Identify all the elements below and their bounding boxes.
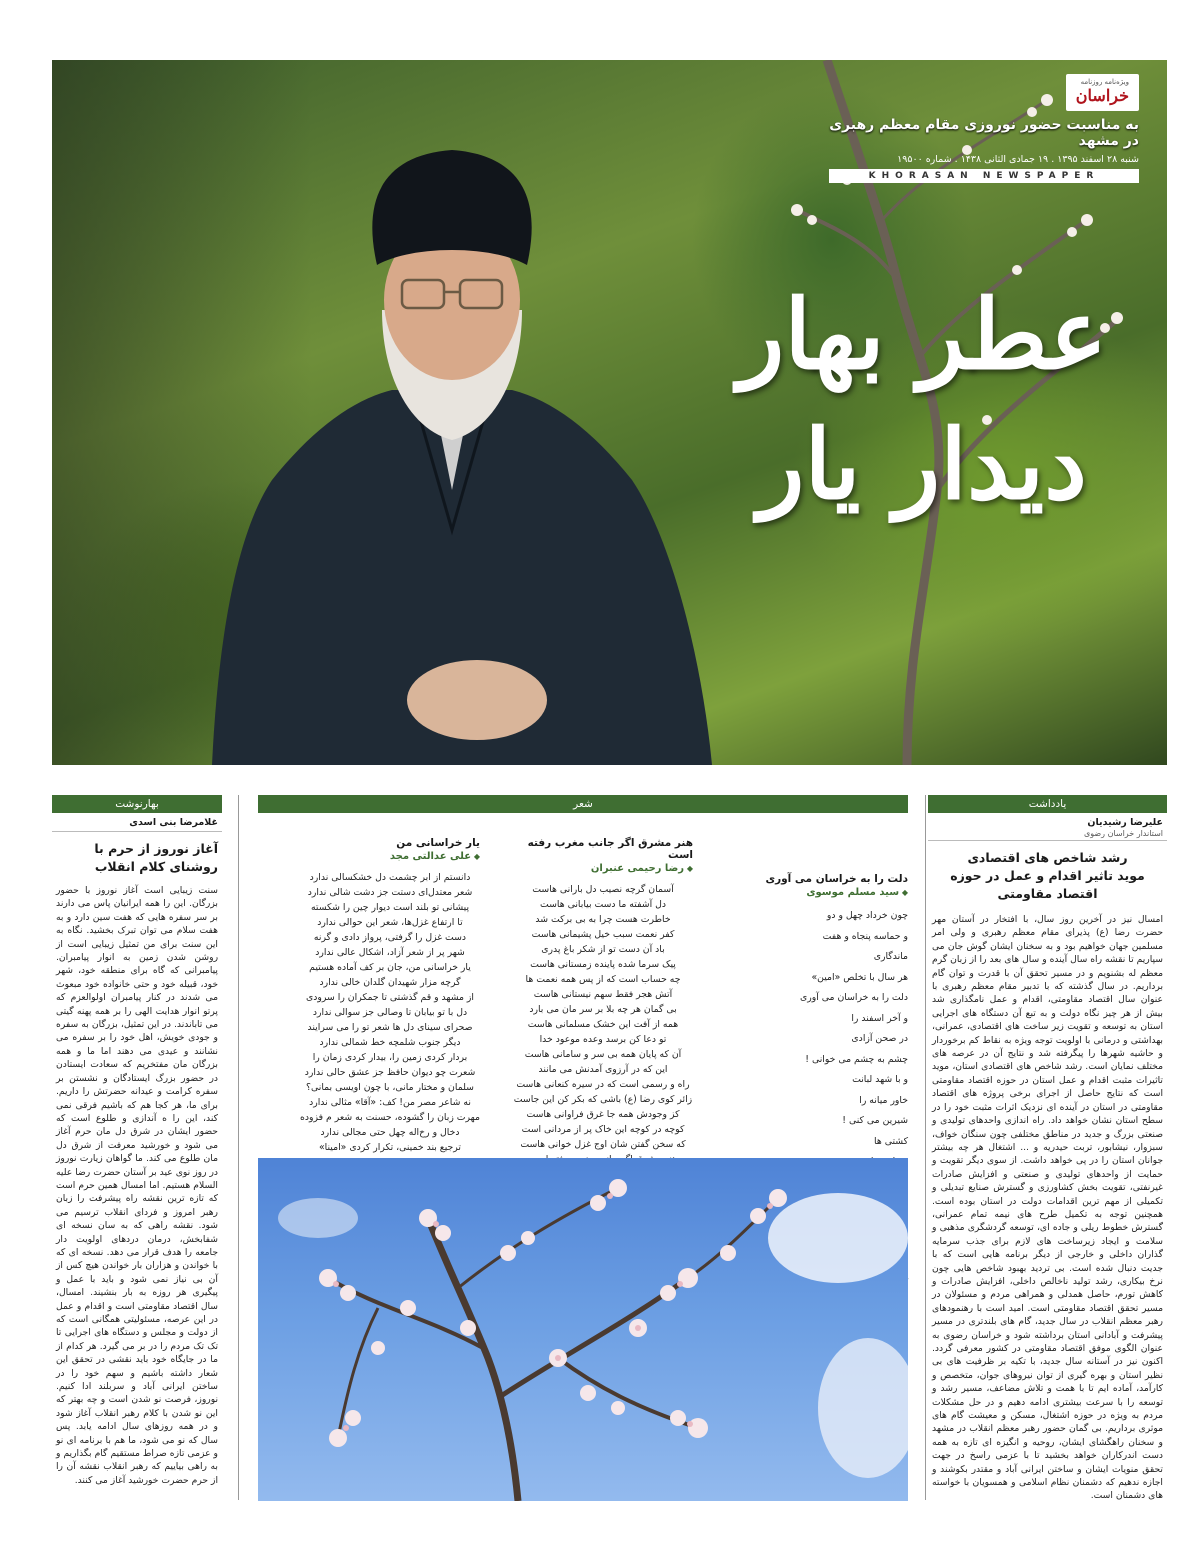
- newspaper-logo: [1066, 74, 1139, 111]
- poem-title: هنر مشرق اگر جانب مغرب رفته است: [527, 837, 693, 861]
- poem-author: ◆ علی عدالتی مجد: [300, 851, 480, 862]
- headline-line-2: دیدار یار: [758, 408, 1087, 521]
- poem-text: آسمان گرچه نصیب دل بارانی هاست دل آشفته ما دست بیابانی هاست خاطرت هست چرا به بی برکت شد کفر نعمت سبب خیل پشیمانی هاست باد آن دست تو از شکر باغ پدری پیک سرما شده پاینده زمستانی هاست چه حساب است که از پس همه نعمت ها آتش هجر فقط سهم نیستانی هاست بی گمان هر چه بلا بر سر مان می بارد همه از آفت این خشک مسلمانی هاست تو دعا کن برسد وعده موعود خدا آن که پایان همه بی سر و سامانی هاست این که در آرزوی آمدنش می مانند راه و رسمی است که در سیره کنعانی هاست زائر کوی رضا (ع) باشی که بکر کن این جاست کز وجودش همه جا غرق فراوانی هاست کوچه در کوچه این خاک پر از مردانی است که سخن گفتن شان اوج غزل خوانی هاست: [513, 884, 693, 1150]
- poem-title: یار خراسانی من: [396, 837, 480, 849]
- logo-text: خراسان: [1075, 86, 1129, 105]
- article-title: [932, 849, 1163, 903]
- column-bahar: [52, 795, 222, 1504]
- poem-author: ◆ سید مسلم موسوی: [698, 887, 908, 898]
- author-name: غلامرضا بنی اسدی: [52, 813, 222, 832]
- column-divider: [238, 795, 239, 1500]
- main-headline: [738, 270, 1107, 530]
- paper-name-english: KHORASAN NEWSPAPER: [829, 169, 1139, 183]
- column-divider: [925, 795, 926, 1500]
- section-label: یادداشت: [928, 795, 1167, 813]
- article-title-line-1: رشد شاخص های اقتصادی: [967, 850, 1128, 865]
- section-label: شعر: [258, 795, 908, 813]
- author-name: علیرضا رشیدیان: [1087, 817, 1163, 828]
- poem-1: [300, 837, 480, 1200]
- article-title: آغاز نوروز از حرم با روشنای کلام انقلاب: [94, 841, 218, 874]
- poem-text: دانستم از ابر چشمت دل خشکسالی ندارد شعر معتدل‌ای دستت جز دشت شالی ندارد پیشانی تو بلند است دیوار چین را شکسته تا ارتفاع غزل‌ها، شعر این حوالی ندارد دست غزل را گرفتی، پرواز دادی و گرنه شهر پر از شعر آزاد، اشکال عالی ندارد یار خراسانی من، جان بر کف آماده هستیم گرچه مزار شهیدان گلدان خالی ندارد از مشهد و قم گذشتی تا جمکران را سرودی دل با تو بیابان تا وصالی جز سوالی ندارد صحرای سینای دل ها شعر تو را می سرایند دیگر جنوب شلمچه خط شمالی ندارد بردار کردی زمین را، بیدار کردی زمان را شعرت چو دیوان حافظ جز عشق حالی ندارد سلمان و مختار مانی، با چون اویسی بمانی؟ نه شاعر مصر من! کف: «آقا» مثالی ندارد مهرت زبان را گشوده، حسنت به شعر م فزوده دخال و رخ‌اله چهل حتی مجالی ندارد ترجیع بند خمینی، تکرار کردی «امینا»: [300, 872, 480, 1153]
- section-label: بهارنوشت: [52, 795, 222, 813]
- column-yaddasht: [928, 795, 1167, 1525]
- article-title-line-2: موید تاثیر اقدام و عمل در حوزه اقتصاد مقاومتی: [950, 868, 1145, 901]
- logo-subtitle: ویژه‌نامه روزنامه: [1080, 78, 1129, 86]
- column-poetry: [258, 795, 908, 1153]
- poem-2: [513, 837, 693, 1212]
- headline-line-1: عطر بهار: [738, 278, 1107, 391]
- blossom-photo: [258, 1158, 908, 1501]
- masthead: [829, 74, 1139, 183]
- poem-author: ◆ رضا رحیمی عنبران: [513, 863, 693, 874]
- hero-photo: [52, 60, 1167, 765]
- article-body: سنت زیبایی است آغاز نوروز با حضور بزرگان. این را همه ایرانیان پاس می دارند بر سر سفره هایی که هفت سین دارد و به هفت سلام می توان تبرک بخشید. نگاه به این سنت برای من تمثیل زیبایی است از روشن شدن زمین به انوار پیامبران. پیامبرانی که گاه برای منطقه خود، شهر خود، قبیله خود و حتی خانواده خود مبعوث می شدند در کنار پیامبران اولوالعزم که پرتو انوار هدایت الهی را بر همه پهنه گیتی می تاباندند. در این تمثیل، بزرگان به سفره و جودی خویش، اهل خود را بر سفره می نشانند و عیدی می دهند اما ما و همه بزرگان مان مفتخریم که سعادت ایستادن در حضور بزرگ ایستادگان و نشستن بر سفره کرامت و عیدانه حضرتش را داریم. برای ما، هر کجا هم که باشیم فرقی نمی کند، این را ه آندازی و طلوع است که حضور ایشان در شرق دل مان حرم آغاز می شود و خورشید معرفت از شرق دل مان طلوع می کند. ما گواهان زیارت نوروز در روز نوی عید بر آستان حضرت رضا علیه السلام هستیم. اما امسال همین حرم است که تازه ترین نقشه راه پیشرفت را زبان رهبر امروز و فردای انقلاب ترسیم می شود. نقشه راهی که به سان نسخه ای شفابخش، درمان دردهای اولویت دار جامعه را هدف قرار می دهد. نسخه ای که با خواندن و هزاران بار خواندن هیچ کس از آن بی نیاز نمی شود و باید با عمل و پیگیری هر روزه به بار بنشیند. امسال، سال اقتصاد مقاومتی است و اقدام و عمل در این عرصه، مسئولیتی همگانی است که از دولت و مجلس و دستگاه های اجرایی تا تک تک مردم را در بر می گیرد. هر کدام از ما در جایگاه خود باید نقشی در تحقق این شعار داشته باشیم و سهم خود را در ساختن ایرانی آباد و سربلند ادا کنیم. نوروز، فرصت نو شدن است و چه بهتر که این نو شدن با کلام رهبر انقلاب آغاز شود و در همه روزهای سال ادامه یابد. پس سال که نو می شود، ما هم با برنامه ای نو و عزمی تازه صراط مستقیم گام بگذاریم و به راهی بیاییم که رهبر انقلاب نقشه آن را از حرم حضرت خورشید آغاز می کنند.: [56, 885, 218, 1486]
- author-role: استاندار خراسان رضوی: [928, 828, 1167, 841]
- article-body: امسال نیز در آخرین روز سال، با افتخار در آستان مهر حضرت رضا (ع) پذیرای مقام معظم رهبری و ولی امر مسلمین جهان خواهیم بود و به سخنان ایشان گوش جان می سپاریم تا نقشه راه سال آینده و سال های بعد را از زبان گرم معظم له بشنویم و در مسیر تحقق آن با قدرت و توان گام برداریم. در سال گذشته که با تدبیر مقام معظم رهبری با عنوان سال اقتصاد مقاومتی، اقدام و عمل نامگذاری شد بیش از هر چیز نگاه دولت و به تبع آن دستگاه های اجرایی استان به توسعه و تقویت زیر ساخت های اقتصادی، عمرانی، بهداشتی و درمانی با اولویت توجه ویژه به نقاط کم برخوردار و حاشیه شهرها را پیگرفته شد و نتایج آن در عرصه های مختلف نمایان است. رشد شاخص های اقتصادی استان، موید تاثیرات مثبت اقدام و عمل استان در حوزه اقتصاد مقاومتی است که نتایج حاصل از اجرای برخی پروژه های اقتصاد مقاومتی در استان در آینده ای نزدیک اثرات مثبت خود را در سطح استان نشان خواهد داد. راه اندازی واحدهای تولیدی و صنعتی بزرگ و جدید در مناطق مختلفی چون سنگان خواف، سبزوار، نیشابور، تربت حیدریه و ... اشتغال هر چه بیشتر جوانان استان را در پی خواهد داشت. از سوی دیگر تقویت و حمایت از واحدهای تولیدی و صنعتی و افزایش صادرات غیرنفتی، تقویت بخش کشاورزی و گسترش صنایع تبدیلی و تکمیلی از مهم ترین اقدامات دولت در استان بوده است. همچنین توجه به تکمیل طرح های نیمه تمام عمرانی، گسترش خطوط ریلی و جاده ای، توسعه گردشگری مذهبی و سلامت و ایجاد زیرساخت های لازم برای جذب سرمایه گذاران داخلی و خارجی از دیگر برنامه هایی است که با جدیت دنبال شده است. بی تردید بهبود شاخص هایی چون نرخ بیکاری، رشد تولید ناخالص داخلی، افزایش صادرات و کاهش تورم، حاصل همدلی و همراهی مردم و مسئولان در مسیر تحقق اقتصاد مقاومتی است. امید است با رهنمودهای رهبر معظم انقلاب در سال جدید، گام های بلندتری در مسیر پیشرفت و آبادانی استان برداشته شود و خراسان رضوی به عنوان الگوی موفق اقتصاد مقاومتی در کشور معرفی گردد. اکنون نیز در آستانه سال جدید، با تکیه بر ظرفیت های بی نظیر استان و بهره گیری از توان نیروهای جوان، متخصص و کارآمد، آماده ایم تا با همت و تلاش مضاعف، مسیر رشد و توسعه را با سرعت بیشتری ادامه دهیم و در حل مشکلات مردم به ویژه در حوزه اشتغال، مسکن و معیشت گام های موثری برداریم. بی گمان حضور رهبر معظم انقلاب در مشهد و سخنان راهگشای ایشان، روحیه و انگیزه ای تازه به همه دست اندرکاران خواهد بخشید تا با عزمی راسخ در جهت تحقق منویات ایشان و ساختن ایرانی آباد و مقتدر بکوشند و اجازه ندهیم که دشمنان نظام اسلامی و همسویان با خواسته های دشمنان است.: [932, 914, 1163, 1502]
- blossom-tree-illustration: [258, 1158, 908, 1501]
- occasion-line: به مناسبت حضور نوروزی مقام معظم رهبری در مشهد: [829, 117, 1139, 149]
- poem-text: چون خرداد چهل و دو و حماسه پنجاه و هفت ماندگاری هر سال با تخلص «امین» دلت را به خراسان می آوری و آخر اسفند را در صحن آزادی چشم به چشم می خوانی ! و با شهد لبانت خاور میانه را شیرین می کنی ! کشتی ها: [800, 910, 908, 1147]
- dateline: شنبه ۲۸ اسفند ۱۳۹۵ . ۱۹ جمادی الثانی ۱۴۳۸ . شماره ۱۹۵۰۰: [897, 154, 1139, 165]
- poem-title: دلت را به خراسان می آوری: [765, 873, 908, 885]
